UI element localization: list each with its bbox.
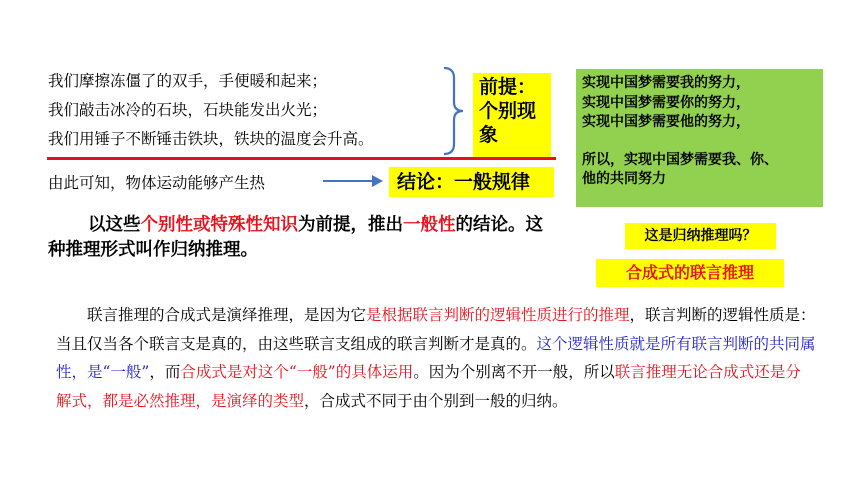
paragraph-segment-9: ，合成式不同于由个别到一般的归纳。: [304, 391, 568, 410]
example-conclusion-line-1: 所以，实现中国梦需要我、你、: [582, 151, 778, 168]
paragraph-highlight-common-attribute: 这个逻辑性质就是所有联言判断的共同属性，是“一般”: [56, 334, 816, 381]
definition-part-3: 为前提，推出: [298, 215, 403, 235]
question-label: 这是归纳推理吗？: [625, 223, 776, 249]
example-box: [576, 69, 823, 207]
red-separator-line: [47, 157, 556, 160]
definition-highlight-individual: 个别性或特殊性知识: [140, 215, 298, 235]
premise-line-3: 我们用锤子不断锤击铁块，铁块的温度会升高。: [48, 130, 374, 148]
premise-line-2: 我们敲击冰冷的石块，石块能发出火光；: [48, 101, 328, 119]
premise-label: [473, 73, 551, 159]
conclusion-sentence: 由此可知，物体运动能够产生热: [48, 174, 266, 192]
example-conclusion-line-2: 他的共同努力: [582, 171, 666, 187]
paragraph-highlight-application: 合成式是对这个“一般”的具体运用: [180, 363, 414, 381]
compound-inference-label: 合成式的联言推理: [596, 259, 784, 287]
paragraph-segment-3: ，联言判断的逻辑性质是：当且仅当各个联言支是真的，由这些联言支组成的联言判断才是真的。: [56, 306, 816, 353]
induction-definition: [48, 213, 548, 263]
right-arrow-icon: [322, 173, 384, 189]
conclusion-label: 结论：一般规律: [389, 167, 554, 197]
paragraph-segment-5: ，而: [149, 363, 181, 381]
definition-part-1: 以这些: [88, 215, 141, 235]
premise-label-line-1: 前提：: [479, 76, 537, 98]
definition-highlight-general: 一般性: [403, 215, 456, 235]
premise-label-line-2: 个别现: [479, 100, 537, 122]
example-line-1: 实现中国梦需要我的努力，: [582, 75, 750, 91]
paragraph-segment-7: 。因为个别离不开一般，所以: [413, 363, 615, 381]
explanation-paragraph: [56, 301, 816, 415]
premise-line-1: 我们摩擦冻僵了的双手，手便暖和起来；: [48, 72, 328, 90]
example-line-2: 实现中国梦需要你的努力，: [582, 94, 750, 111]
paragraph-highlight-logic: 是根据联言判断的逻辑性质进行的推理: [366, 306, 630, 324]
definition-part-5: 的结论。这种推理形式叫作归纳推理。: [48, 215, 543, 260]
premise-label-line-3: 象: [479, 124, 499, 146]
example-line-3: 实现中国梦需要他的努力，: [582, 114, 750, 130]
paragraph-highlight-necessary-inference: 联言推理无论合成式还是分解式，都是必然推理，是演绎的类型: [56, 363, 801, 410]
paragraph-segment-1: 联言推理的合成式是演绎推理，是因为它: [87, 306, 367, 324]
curly-brace-icon: [441, 66, 467, 156]
